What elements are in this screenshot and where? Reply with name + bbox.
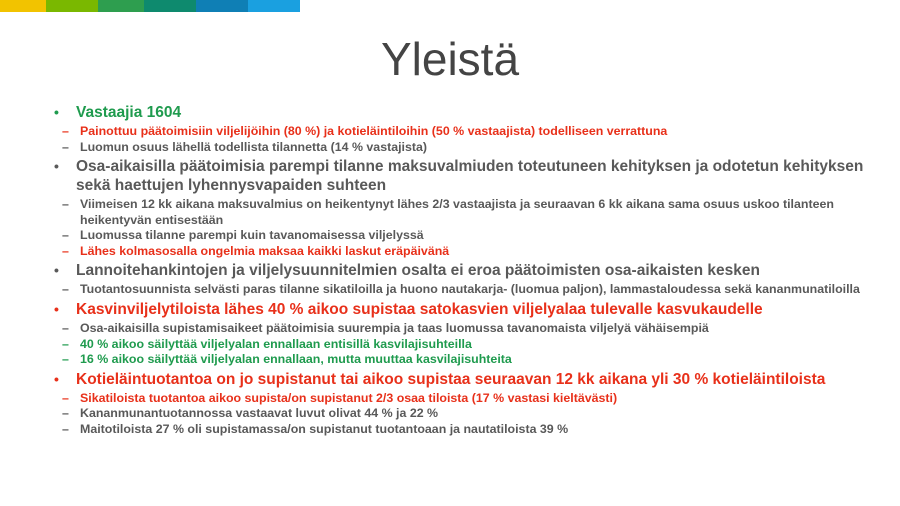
sub-bullet-group bbox=[40, 197, 880, 260]
bullet-marker-icon: • bbox=[54, 158, 59, 175]
bullet-marker-icon: – bbox=[62, 282, 69, 297]
bullet-text: Kananmunantuotannossa vastaavat luvut olivat 44 % ja 22 % bbox=[80, 406, 439, 421]
bullet-marker-icon: – bbox=[62, 352, 69, 367]
bullet-text: Kasvinviljelytiloista lähes 40 % aikoo supistaa satokasvien viljelyalaa tulevalle kasvukaudelle bbox=[76, 301, 763, 318]
bullet-list-level2 bbox=[40, 282, 880, 298]
bullet-item-level2 bbox=[40, 282, 880, 298]
bullet-text: Maitotiloista 27 % oli supistamassa/on supistanut tuotantoaan ja nautatiloista 39 % bbox=[80, 421, 569, 436]
bullet-item-level2 bbox=[40, 352, 880, 368]
bullet-text: Sikatiloista tuotantoa aikoo supista/on supistanut 2/3 osaa tiloista (17 % vastasi kieltävästi) bbox=[80, 390, 618, 405]
color-bar-segment bbox=[248, 0, 300, 12]
bullet-item-level1 bbox=[40, 158, 880, 196]
bullet-text: Lannoitehankintojen ja viljelysuunnitelmien osalta ei eroa päätoimisten osa-aikaisten kesken bbox=[76, 262, 760, 280]
bullet-list-level2 bbox=[40, 124, 880, 155]
color-bar-segment bbox=[98, 0, 144, 12]
bullet-text: 40 % aikoo säilyttää viljelyalan ennallaan entisillä kasvilajisuhteilla bbox=[80, 336, 472, 351]
bullet-list bbox=[40, 104, 880, 438]
bullet-text: Kotieläintuotantoa on jo supistanut tai aikoo supistaa seuraavan 12 kk aikana yli 30 % kotieläintiloista bbox=[76, 370, 826, 388]
bullet-item-level1 bbox=[40, 301, 880, 320]
bullet-text: Osa-aikaisilla supistamisaikeet päätoimisia suurempia ja taas luomussa tavanomaista viljelyä vähäisempiä bbox=[80, 320, 709, 335]
bullet-item-level2 bbox=[40, 244, 880, 260]
bullet-text: Viimeisen 12 kk aikana maksuvalmius on heikentynyt lähes 2/3 vastaajista ja seuraavan 6 kk aikana sama osuus uskoo tilanteen heikentyvän entisestään bbox=[80, 196, 834, 227]
bullet-marker-icon: – bbox=[62, 228, 69, 243]
bullet-item-level2 bbox=[40, 197, 880, 228]
bullet-marker-icon: – bbox=[62, 123, 69, 138]
bullet-item-level1 bbox=[40, 104, 880, 123]
bullet-marker-icon: – bbox=[62, 406, 69, 421]
decorative-color-bar bbox=[0, 0, 300, 12]
bullet-item-level2 bbox=[40, 406, 880, 422]
bullet-text: Luomun osuus lähellä todellista tilannetta (14 % vastajista) bbox=[80, 139, 428, 154]
bullet-marker-icon: • bbox=[54, 370, 59, 387]
bullet-item-level2 bbox=[40, 391, 880, 407]
bullet-item-level2 bbox=[40, 228, 880, 244]
bullet-marker-icon: • bbox=[54, 301, 59, 317]
sub-bullet-group bbox=[40, 391, 880, 438]
bullet-text: Luomussa tilanne parempi kuin tavanomaisessa viljelyssä bbox=[80, 228, 424, 243]
color-bar-segment bbox=[196, 0, 248, 12]
bullet-list-level2 bbox=[40, 321, 880, 368]
bullet-text: Osa-aikaisilla päätoimisia parempi tilanne maksuvalmiuden toteutuneen kehityksen ja odotetun kehityksen sekä haettujen lyhennysvapaiden suhteen bbox=[76, 158, 864, 195]
color-bar-segment bbox=[0, 0, 46, 12]
bullet-marker-icon: – bbox=[62, 139, 69, 154]
sub-bullet-group bbox=[40, 321, 880, 368]
bullet-list-level2 bbox=[40, 391, 880, 438]
bullet-marker-icon: – bbox=[62, 320, 69, 335]
bullet-text: Tuotantosuunnista selvästi paras tilanne sikatiloilla ja huono nautakarja- (luomua paljon), lammastaloudessa sekä kananmunatiloilla bbox=[80, 282, 860, 297]
bullet-item-level1 bbox=[40, 262, 880, 281]
sub-bullet-group bbox=[40, 124, 880, 155]
bullet-marker-icon: – bbox=[62, 421, 69, 436]
color-bar-segment bbox=[144, 0, 196, 12]
bullet-list-level2 bbox=[40, 197, 880, 260]
bullet-item-level1 bbox=[40, 371, 880, 390]
bullet-text: Lähes kolmasosalla ongelmia maksaa kaikki laskut eräpäivänä bbox=[80, 243, 450, 258]
bullet-marker-icon: – bbox=[62, 390, 69, 405]
bullet-marker-icon: • bbox=[54, 104, 59, 120]
slide-content bbox=[40, 104, 880, 441]
bullet-marker-icon: – bbox=[62, 243, 69, 258]
bullet-item-level2 bbox=[40, 140, 880, 156]
bullet-text: Painottuu päätoimisiin viljelijöihin (80 %) ja kotieläintiloihin (50 % vastaajista) todelliseen verrattuna bbox=[80, 123, 668, 138]
bullet-item-level2 bbox=[40, 422, 880, 438]
page-title: Yleistä bbox=[380, 33, 520, 85]
bullet-text: Vastaajia 1604 bbox=[76, 104, 182, 121]
sub-bullet-group bbox=[40, 282, 880, 298]
bullet-marker-icon: – bbox=[62, 196, 69, 211]
bullet-marker-icon: • bbox=[54, 262, 59, 279]
bullet-marker-icon: – bbox=[62, 336, 69, 351]
bullet-item-level2 bbox=[40, 337, 880, 353]
bullet-item-level2 bbox=[40, 321, 880, 337]
bullet-text: 16 % aikoo säilyttää viljelyalan ennallaan, mutta muuttaa kasvilajisuhteita bbox=[80, 352, 512, 367]
color-bar-segment bbox=[46, 0, 98, 12]
bullet-item-level2 bbox=[40, 124, 880, 140]
